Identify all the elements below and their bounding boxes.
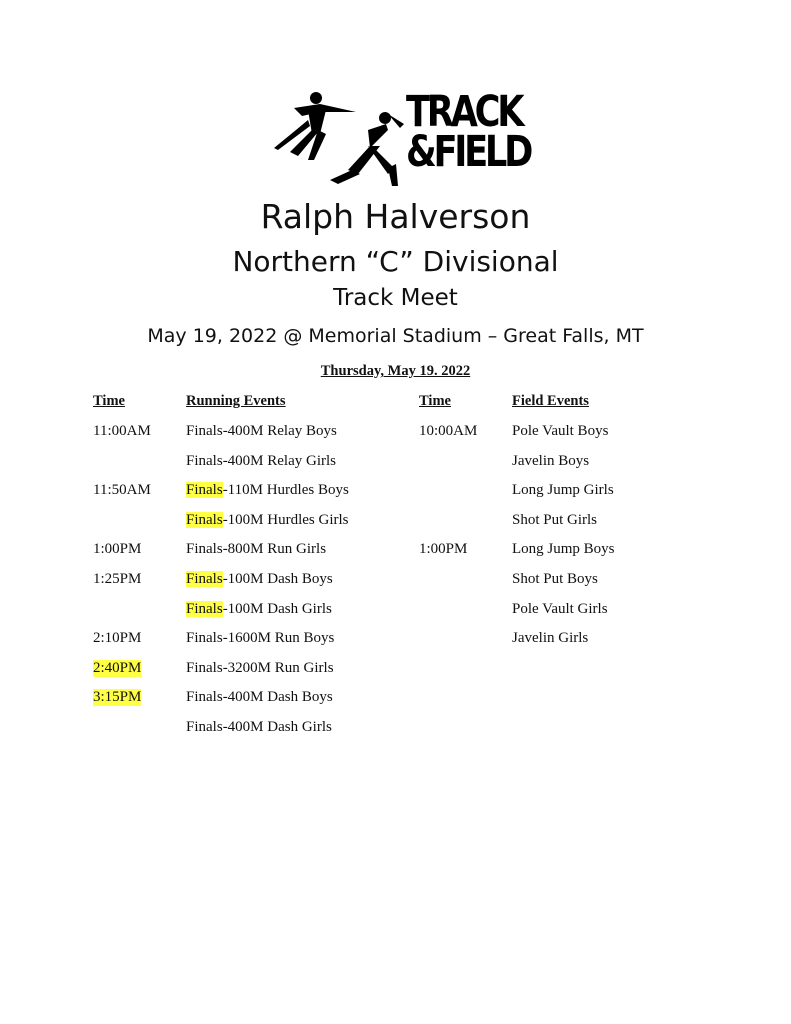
finals-prefix: Finals [186,511,223,528]
running-time-cell: 11:50AM [93,482,151,499]
running-event-cell [186,719,332,736]
running-event-cell [186,630,334,647]
running-event-cell [186,601,332,618]
schedule-row [0,630,791,654]
event-name-text: -400M Relay Boys [222,423,337,439]
event-name-text: -110M Hurdles Boys [222,482,349,499]
schedule-row [0,660,791,684]
running-event-cell [186,541,326,558]
event-name: Track Meet [333,285,458,311]
finals-prefix: Finals [186,571,223,587]
schedule-row [0,482,791,506]
field-events-header: Field Events [512,393,589,409]
finals-prefix: Finals [186,423,223,439]
running-time-cell: 1:00PM [93,541,142,558]
event-name-text: -3200M Run Girls [222,659,334,676]
field-event-cell: Pole Vault Girls [512,600,608,617]
finals-prefix: Finals [186,452,223,469]
schedule-row [0,571,791,595]
date-location: May 19, 2022 @ Memorial Stadium – Great Falls, MT [147,325,644,347]
event-name-text: -400M Dash Boys [222,689,333,706]
finals-prefix: Finals [186,482,223,499]
day-heading: Thursday, May 19. 2022 [320,363,471,379]
finals-prefix: Finals [186,689,223,706]
schedule-row [0,719,791,743]
meet-subtitle: Northern “C” Divisional [232,245,559,278]
finals-prefix: Finals [186,600,223,617]
schedule-row [0,689,791,713]
event-name-text: -400M Dash Girls [222,719,332,735]
schedule-row [0,512,791,536]
running-time-cell: 3:15PM [93,689,142,706]
event-name-text: -100M Dash Girls [222,600,332,617]
field-time-cell: 1:00PM [419,541,468,558]
field-event-cell: Javelin Boys [512,452,590,469]
finals-prefix: Finals [186,659,223,676]
field-event-cell: Shot Put Girls [512,511,598,528]
finals-prefix: Finals [186,630,223,647]
schedule-row [0,453,791,477]
finals-prefix: Finals [186,541,223,558]
running-time-header: Time [93,393,125,409]
event-name-text: -100M Hurdles Girls [222,511,349,528]
running-event-cell [186,453,336,470]
schedule-row [0,601,791,625]
logo-line-track: TRACK [406,87,522,137]
logo-line-field: &FIELD [406,127,531,177]
schedule-row [0,541,791,565]
running-time-cell: 2:40PM [93,659,142,676]
field-event-cell: Pole Vault Boys [512,423,609,439]
running-time-cell: 2:10PM [93,630,142,647]
runners-icon [268,90,408,190]
track-field-logo [268,87,531,190]
running-time-cell: 11:00AM [93,423,151,439]
logo-text [406,87,531,177]
running-event-cell [186,423,337,440]
event-name-text: -800M Run Girls [222,541,327,558]
field-time-header: Time [419,393,451,409]
running-event-cell [186,689,333,706]
running-event-cell [186,660,334,677]
running-time-cell: 1:25PM [93,571,142,587]
running-event-cell [186,571,333,588]
running-event-cell [186,512,349,529]
meet-title: Ralph Halverson [260,197,531,236]
field-event-cell: Shot Put Boys [512,571,598,587]
field-event-cell: Long Jump Boys [512,541,615,558]
running-events-header: Running Events [186,393,286,409]
event-name-text: -1600M Run Boys [222,630,335,647]
field-event-cell: Javelin Girls [512,630,589,647]
finals-prefix: Finals [186,719,223,735]
schedule-row [0,423,791,447]
field-event-cell: Long Jump Girls [512,482,614,499]
event-name-text: -400M Relay Girls [222,452,337,469]
event-name-text: -100M Dash Boys [222,571,333,587]
running-event-cell [186,482,349,499]
field-time-cell: 10:00AM [419,423,478,439]
